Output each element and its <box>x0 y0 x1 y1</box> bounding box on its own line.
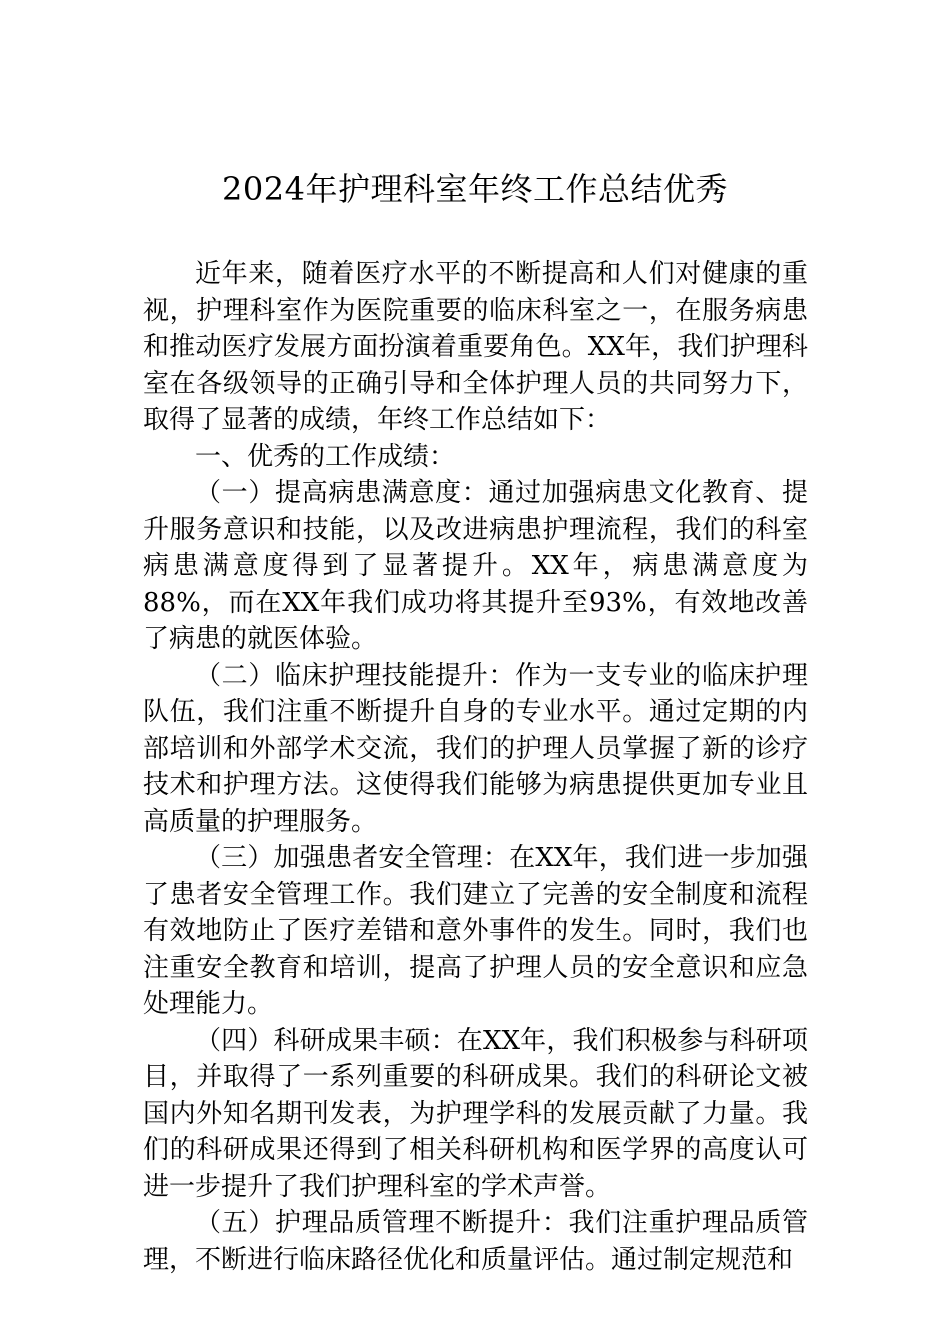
item-paragraph-3: （三）加强患者安全管理：在XX年，我们进一步加强了患者安全管理工作。我们建立了完善的安全制度和流程有效地防止了医疗差错和意外事件的发生。同时，我们也注重安全教育和培训，提高了护理人员的安全意识和应急处理能力。 <box>143 843 808 1019</box>
document-title: 2024年护理科室年终工作总结优秀 <box>222 170 728 208</box>
intro-paragraph: 近年来，随着医疗水平的不断提高和人们对健康的重视，护理科室作为医院重要的临床科室之一，在服务病患和推动医疗发展方面扮演着重要角色。XX年，我们护理科室在各级领导的正确引导和全体护理人员的共同努力下，取得了显著的成绩，年终工作总结如下： <box>143 259 808 435</box>
item-paragraph-1: （一）提高病患满意度：通过加强病患文化教育、提升服务意识和技能，以及改进病患护理流程，我们的科室病患满意度得到了显著提升。XX年，病患满意度为88%，而在XX年我们成功将其提升至93%，有效地改善了病患的就医体验。 <box>143 478 808 654</box>
document-body <box>143 256 808 1278</box>
item-paragraph-2: （二）临床护理技能提升：作为一支专业的临床护理队伍，我们注重不断提升自身的专业水平。通过定期的内部培训和外部学术交流，我们的护理人员掌握了新的诊疗技术和护理方法。这使得我们能够为病患提供更加专业且高质量的护理服务。 <box>143 660 808 837</box>
section-heading: 一、优秀的工作成绩： <box>195 441 456 472</box>
item-paragraph-4: （四）科研成果丰硕：在XX年，我们积极参与科研项目，并取得了一系列重要的科研成果。我们的科研论文被国内外知名期刊发表，为护理学科的发展贡献了力量。我们的科研成果还得到了相关科研机构和医学界的高度认可进一步提升了我们护理科室的学术声誉。 <box>143 1025 808 1202</box>
item-paragraph-5: （五）护理品质管理不断提升：我们注重护理品质管理，不断进行临床路径优化和质量评估。通过制定规范和 <box>143 1208 808 1275</box>
